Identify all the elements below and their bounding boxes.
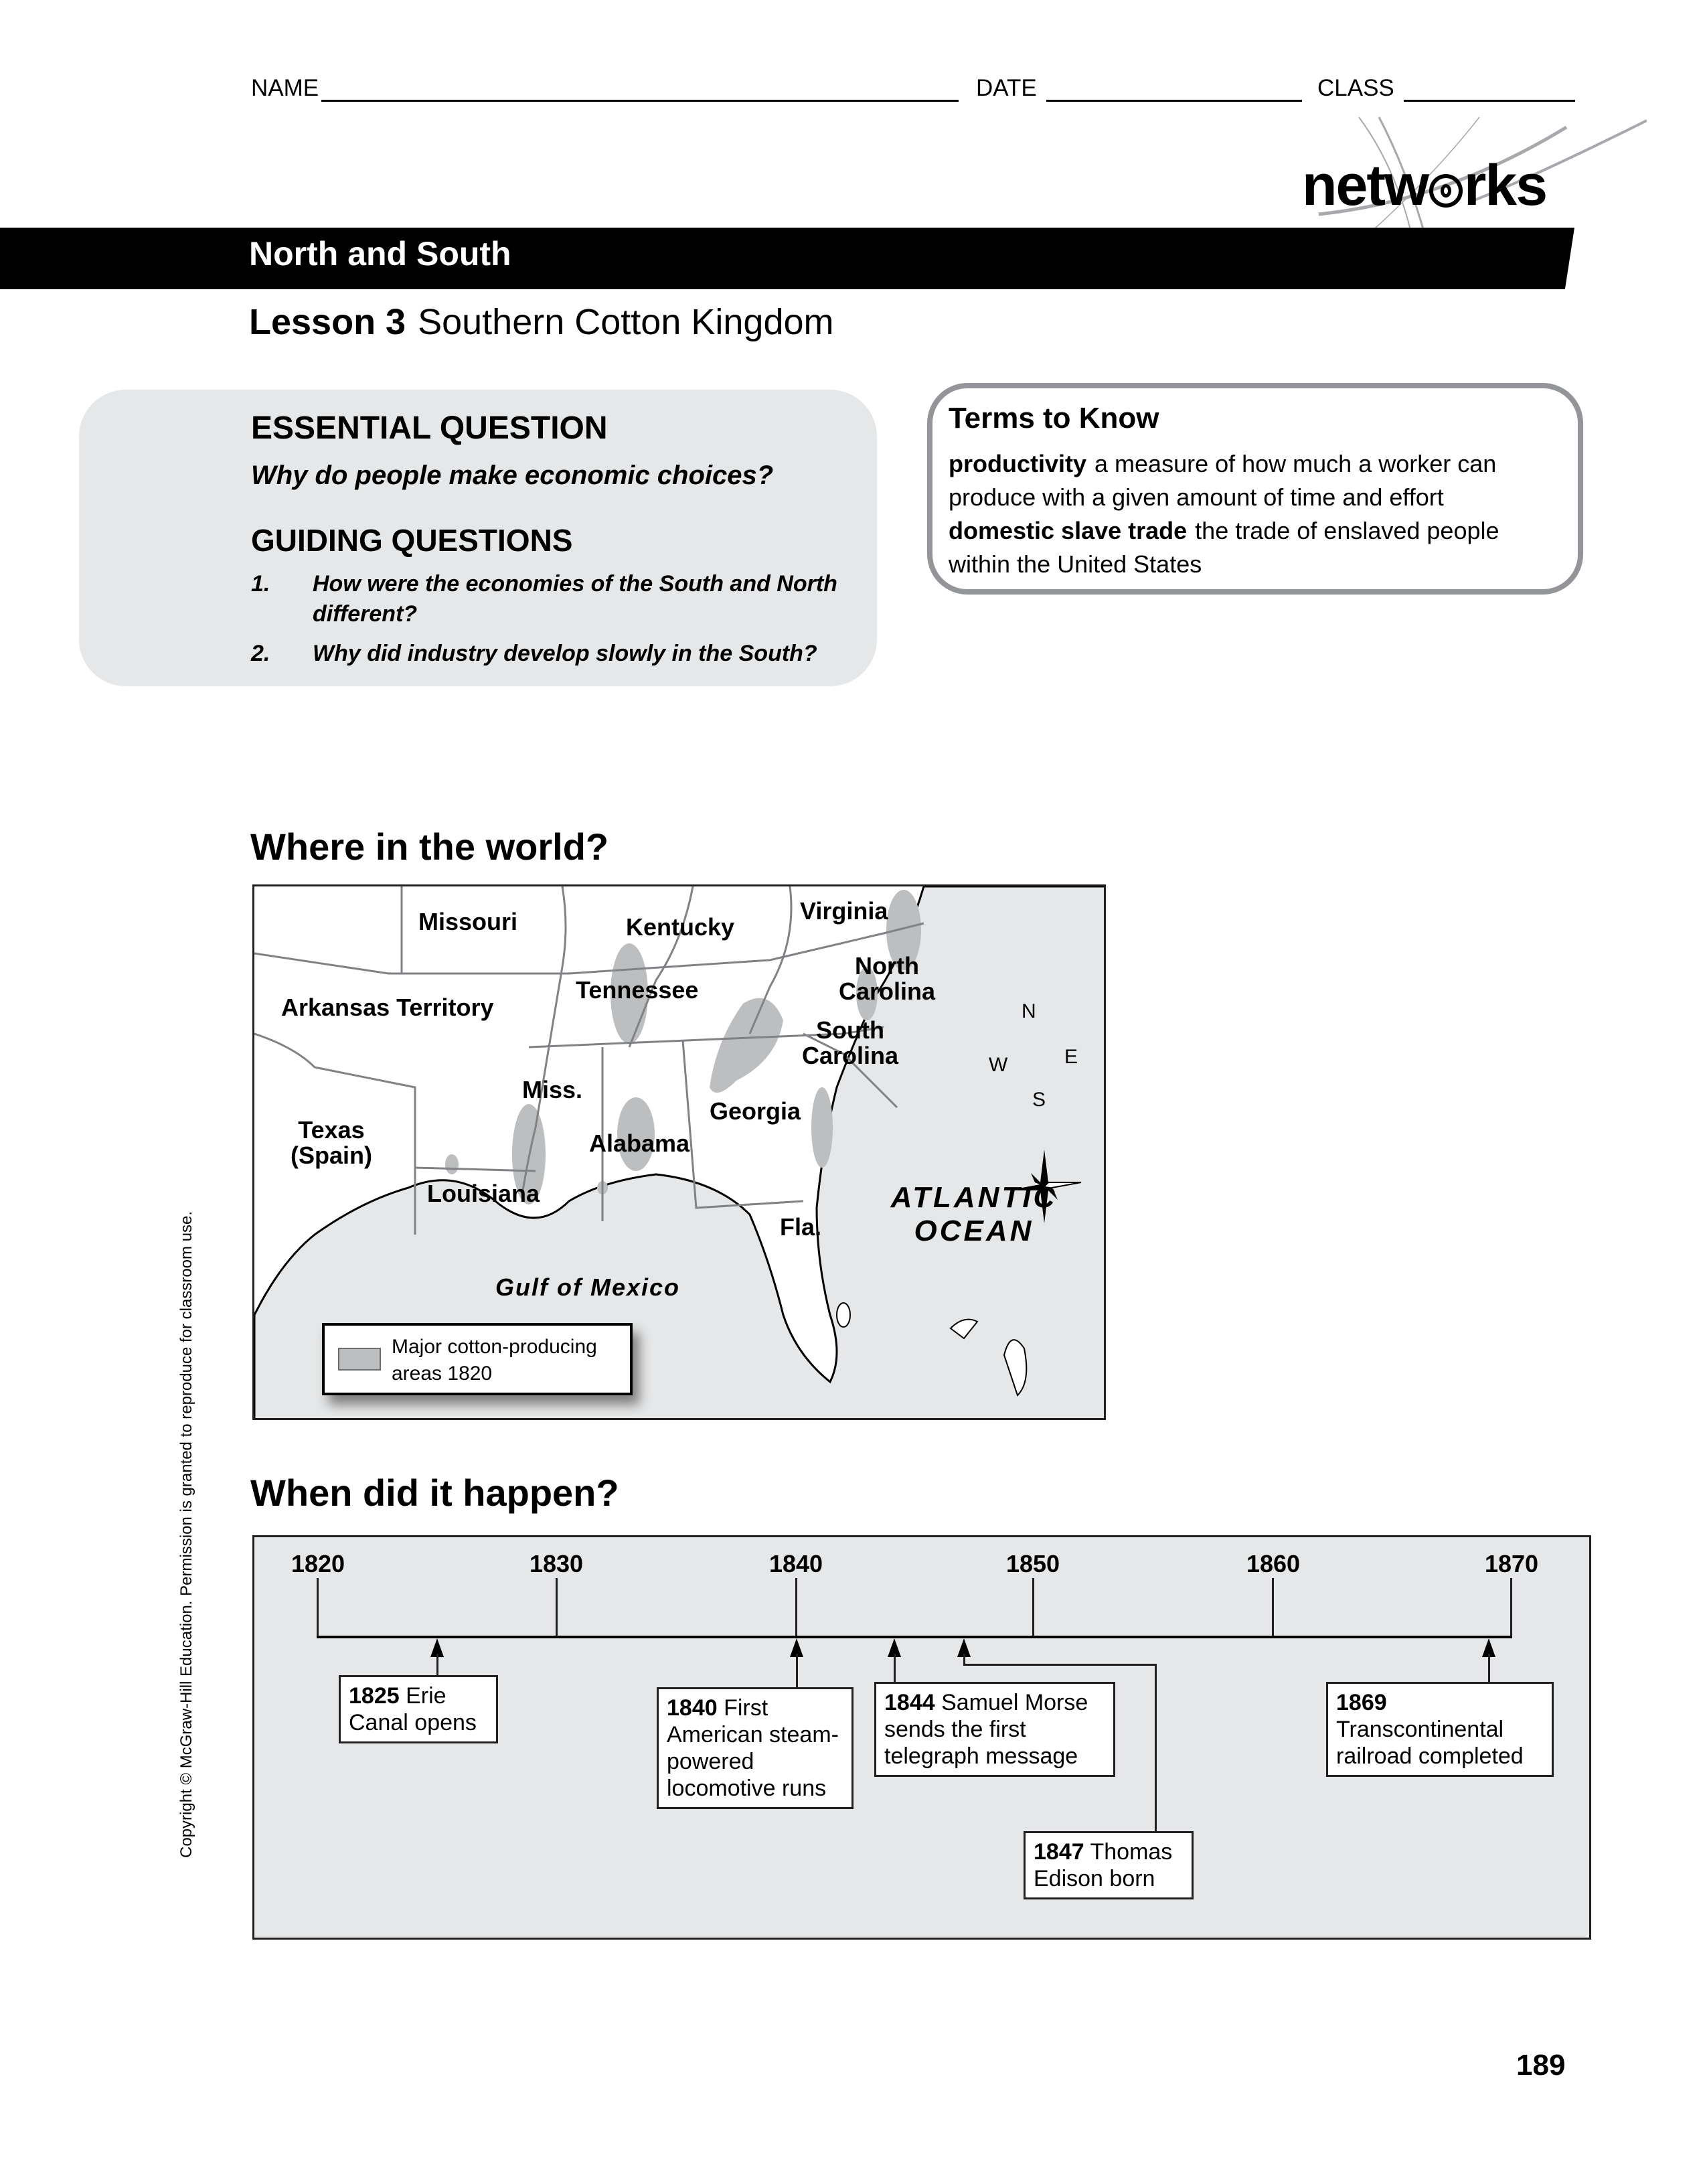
map-label-louisiana: Louisiana bbox=[427, 1180, 540, 1207]
timeline-tick bbox=[1032, 1578, 1034, 1638]
map-label-florida: Fla. bbox=[780, 1213, 822, 1241]
timeline-event-1869 bbox=[1326, 1682, 1554, 1777]
event-connector bbox=[796, 1654, 798, 1689]
timeline-tick bbox=[317, 1578, 319, 1638]
networks-logo: netw rks bbox=[1302, 153, 1547, 218]
timeline-year-label: 1830 bbox=[529, 1550, 584, 1577]
map-label-mississippi: Miss. bbox=[522, 1076, 583, 1103]
map-label-alabama: Alabama bbox=[589, 1129, 690, 1157]
term-definition: the trade of enslaved people within the United States bbox=[949, 517, 1499, 578]
timeline-axis bbox=[317, 1636, 1512, 1638]
compass-west-label: W bbox=[989, 1054, 1008, 1076]
term-word: domestic slave trade bbox=[949, 517, 1188, 544]
logo-target-icon bbox=[1429, 174, 1463, 208]
lesson-heading bbox=[249, 301, 834, 343]
date-line[interactable] bbox=[1046, 80, 1302, 102]
map-label-south-carolina: South Carolina bbox=[801, 1016, 899, 1069]
map-label-atlantic-ocean: ATLANTIC OCEAN bbox=[890, 1181, 1058, 1247]
term-item bbox=[949, 447, 1564, 514]
map-label-virginia: Virginia bbox=[800, 897, 888, 925]
essential-question-heading: ESSENTIAL QUESTION bbox=[251, 410, 608, 446]
legend-text: Major cotton-producing areas 1820 bbox=[392, 1336, 597, 1385]
timeline-tick bbox=[1510, 1578, 1512, 1638]
event-text: Samuel Morse sends the first telegraph message bbox=[884, 1690, 1088, 1769]
timeline-event-1840 bbox=[657, 1687, 854, 1809]
date-label: DATE bbox=[976, 75, 1037, 101]
event-text: First American steam-powered locomotive runs bbox=[667, 1695, 839, 1801]
timeline-year-label: 1870 bbox=[1484, 1550, 1539, 1577]
name-field[interactable] bbox=[251, 75, 959, 102]
date-field[interactable] bbox=[976, 75, 1302, 102]
compass-north-label: N bbox=[1022, 1000, 1036, 1022]
lesson-number: Lesson 3 bbox=[249, 302, 406, 342]
guiding-questions-heading: GUIDING QUESTIONS bbox=[251, 523, 573, 558]
unit-title: North and South bbox=[249, 235, 511, 272]
term-item bbox=[949, 514, 1564, 581]
terms-heading: Terms to Know bbox=[949, 402, 1159, 435]
event-connector bbox=[436, 1654, 438, 1676]
essential-question-text: Why do people make economic choices? bbox=[251, 461, 774, 490]
map-label-tennessee: Tennessee bbox=[576, 976, 699, 1004]
event-year: 1869 bbox=[1336, 1690, 1387, 1715]
guiding-question-number: 1. bbox=[251, 571, 270, 597]
timeline-event-1844 bbox=[874, 1682, 1115, 1777]
class-label: CLASS bbox=[1317, 75, 1394, 101]
event-connector bbox=[1488, 1654, 1490, 1683]
event-text: Thomas Edison born bbox=[1034, 1839, 1173, 1891]
timeline-tick bbox=[1272, 1578, 1274, 1638]
event-year: 1840 bbox=[667, 1695, 718, 1721]
copyright-notice: Copyright © McGraw-Hill Education. Permission is granted to reproduce for classroom use. bbox=[177, 1211, 195, 1858]
event-year: 1825 bbox=[349, 1683, 400, 1709]
guiding-question-number: 2. bbox=[251, 641, 270, 666]
class-line[interactable] bbox=[1404, 80, 1575, 102]
event-year: 1844 bbox=[884, 1690, 935, 1715]
lesson-title: Southern Cotton Kingdom bbox=[418, 302, 834, 342]
term-word: productivity bbox=[949, 450, 1087, 477]
event-text: Erie Canal opens bbox=[349, 1683, 477, 1735]
timeline-tick bbox=[795, 1578, 797, 1638]
map-legend bbox=[322, 1323, 633, 1395]
guiding-question-text: Why did industry develop slowly in the South? bbox=[313, 641, 817, 666]
timeline-section-title: When did it happen? bbox=[250, 1472, 619, 1514]
event-text: Transcontinental railroad completed bbox=[1336, 1717, 1524, 1769]
map-label-kentucky: Kentucky bbox=[626, 913, 735, 941]
timeline-event-1825 bbox=[339, 1675, 498, 1743]
page-number: 189 bbox=[1516, 2049, 1566, 2082]
map-section-title: Where in the world? bbox=[250, 826, 609, 868]
term-definition: a measure of how much a worker can produce with a given amount of time and effort bbox=[949, 450, 1497, 511]
compass-east-label: E bbox=[1064, 1046, 1078, 1068]
event-year: 1847 bbox=[1034, 1839, 1084, 1865]
southern-states-map bbox=[252, 884, 1106, 1420]
map-label-georgia: Georgia bbox=[710, 1097, 801, 1125]
name-label: NAME bbox=[251, 75, 319, 101]
guiding-question-text: How were the economies of the South and North different? bbox=[313, 571, 837, 627]
event-connector bbox=[963, 1664, 1157, 1666]
map-label-north-carolina: North Carolina bbox=[838, 952, 936, 1005]
timeline-year-label: 1820 bbox=[291, 1550, 345, 1577]
map-label-gulf-of-mexico: Gulf of Mexico bbox=[495, 1273, 681, 1301]
event-connector bbox=[894, 1654, 896, 1683]
map-label-texas: Texas (Spain) bbox=[291, 1116, 372, 1169]
name-line[interactable] bbox=[321, 80, 959, 102]
map-label-arkansas: Arkansas Territory bbox=[281, 994, 494, 1021]
timeline-tick bbox=[556, 1578, 558, 1638]
cotton-area-swatch bbox=[338, 1348, 381, 1371]
class-field[interactable] bbox=[1317, 75, 1575, 102]
timeline-year-label: 1840 bbox=[768, 1550, 823, 1577]
compass-south-label: S bbox=[1032, 1089, 1046, 1111]
event-connector bbox=[1155, 1664, 1157, 1832]
timeline-year-label: 1850 bbox=[1005, 1550, 1060, 1577]
map-label-missouri: Missouri bbox=[418, 908, 518, 935]
unit-band bbox=[0, 228, 1574, 289]
timeline-event-1847 bbox=[1024, 1831, 1194, 1899]
timeline-year-label: 1860 bbox=[1246, 1550, 1301, 1577]
